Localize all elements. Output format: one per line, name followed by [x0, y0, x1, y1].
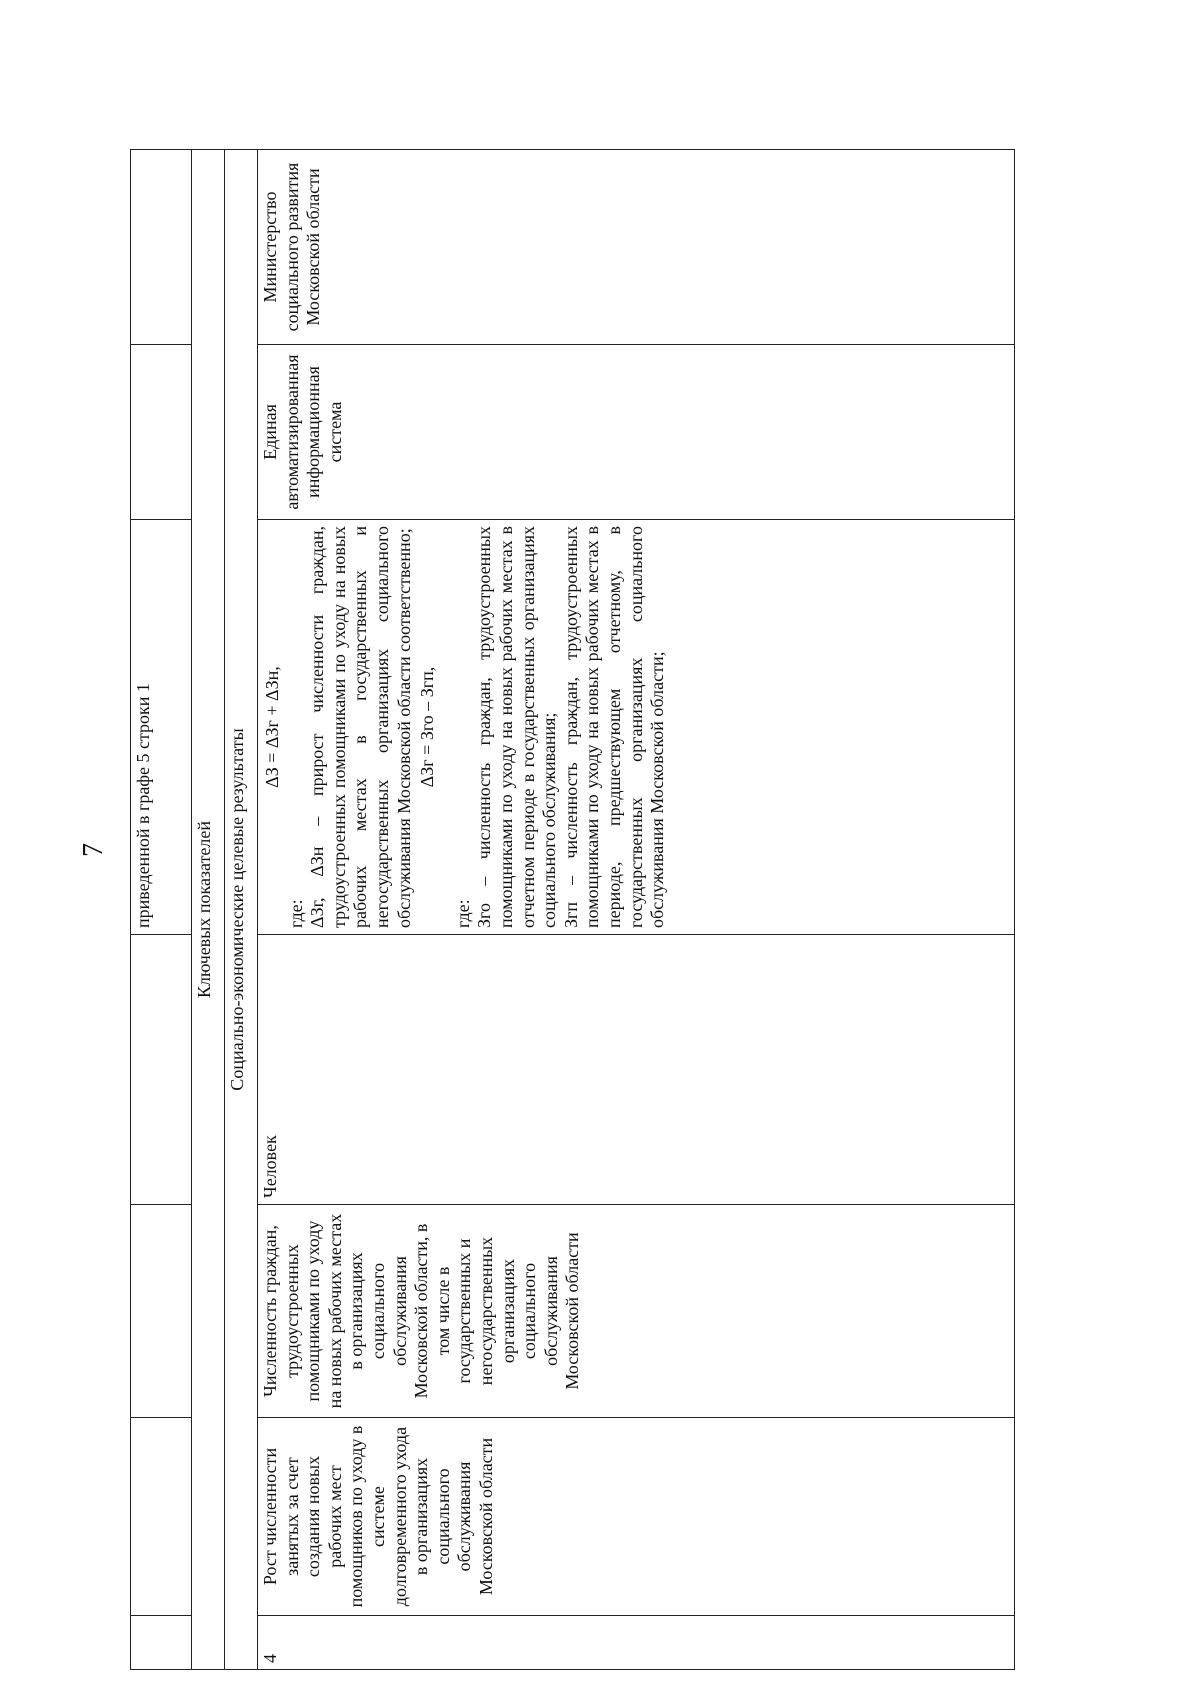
calculation-method [258, 520, 1015, 935]
definition-2: Зго – численность граждан, трудоустроенных помощниками по уходу на новых рабочих местах в отчетном периоде в государственных организациях социального обслуживания; [474, 526, 560, 928]
indicator-name: Численность граждан, трудоустроенных помощниками по уходу на новых рабочих местах в организациях социального обслуживания Московской области, в том числе в государственных и негосударственных организациях социального обслуживания Московской области [258, 1205, 1015, 1418]
key-indicators-label: Ключевых показателей [192, 150, 225, 1670]
result-name: Рост численности занятых за счет создания новых рабочих мест помощников по уходу в системе долговременного ухода в организациях социального обслуживания Московской области [258, 1418, 1015, 1616]
cell-empty [131, 935, 192, 1205]
formula-2: ΔЗг = Зго – Згп, [417, 666, 438, 788]
rotated-page-content [130, 150, 995, 1670]
page-number: 7 [78, 843, 109, 857]
data-source: Единая автоматизированная информационная система [258, 345, 1015, 520]
where-label-2: где: [452, 899, 473, 928]
indicators-table [130, 149, 1015, 1670]
continuation-row [131, 150, 192, 1670]
cell-empty [131, 1418, 192, 1616]
key-indicators-row [192, 150, 225, 1670]
responsible-body: Министерство социального развития Московской области [258, 150, 1015, 345]
cell-empty [131, 345, 192, 520]
table-row [258, 150, 1015, 1670]
unit: Человек [258, 935, 1015, 1205]
row-number: 4 [258, 1616, 1015, 1670]
formula-1: ΔЗ = ΔЗг + ΔЗн, [262, 666, 282, 788]
cell-empty [131, 150, 192, 345]
section-title: Социально-экономические целевые результаты [225, 150, 258, 1670]
cell-empty [131, 1205, 192, 1418]
section-title-row [225, 150, 258, 1670]
continuation-text: приведенной в графе 5 строки 1 [131, 520, 192, 935]
definition-1: ΔЗг, ΔЗн – прирост численности граждан, трудоустроенных помощниками по уходу на новых рабочих местах в государственных и негосударственных организациях социального обслуживания Московской области соответственно; [307, 526, 414, 928]
cell-empty [131, 1616, 192, 1670]
where-label-1: где: [285, 899, 306, 928]
definition-3: Згп – численность граждан, трудоустроенных помощниками по уходу на новых рабочих местах в периоде, предшествующем отчетному, в государственных организациях социального обслуживания Московской области; [560, 526, 668, 928]
